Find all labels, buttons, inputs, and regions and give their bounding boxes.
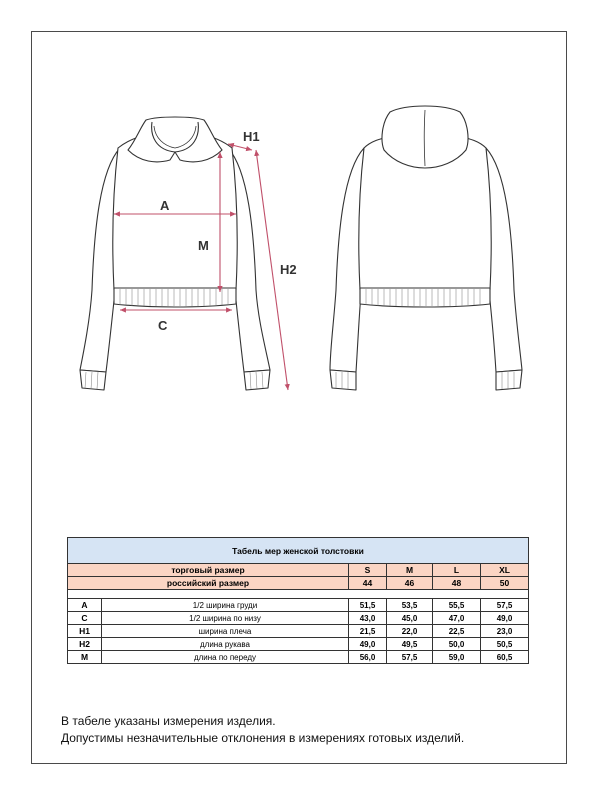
measure-value: 45,0 bbox=[387, 612, 433, 625]
ru-size-header-label: российский размер bbox=[68, 577, 349, 590]
measure-name: 1/2 ширина груди bbox=[102, 599, 349, 612]
front-view-sketch bbox=[80, 117, 270, 390]
table-row bbox=[68, 651, 529, 664]
measure-value: 22,5 bbox=[433, 625, 481, 638]
table-title: Табель мер женской толстовки bbox=[68, 538, 529, 564]
measure-code: H1 bbox=[68, 625, 102, 638]
spacer-row bbox=[68, 590, 529, 599]
measure-value: 55,5 bbox=[433, 599, 481, 612]
measure-value: 49,0 bbox=[481, 612, 529, 625]
table-row bbox=[68, 599, 529, 612]
measure-value: 49,0 bbox=[349, 638, 387, 651]
measure-value: 22,0 bbox=[387, 625, 433, 638]
table-row bbox=[68, 638, 529, 651]
measure-name: длина по переду bbox=[102, 651, 349, 664]
ru-size-cell: 50 bbox=[481, 577, 529, 590]
measure-value: 43,0 bbox=[349, 612, 387, 625]
measure-value: 51,5 bbox=[349, 599, 387, 612]
measure-name: 1/2 ширина по низу bbox=[102, 612, 349, 625]
measure-name: ширина плеча bbox=[102, 625, 349, 638]
note-line-2: Допустимы незначительные отклонения в измерениях готовых изделий. bbox=[61, 731, 465, 745]
table-row bbox=[68, 612, 529, 625]
ru-size-cell: 48 bbox=[433, 577, 481, 590]
measure-value: 57,5 bbox=[481, 599, 529, 612]
table-row bbox=[68, 625, 529, 638]
note-line-1: В табеле указаны измерения изделия. bbox=[61, 714, 276, 728]
measure-value: 49,5 bbox=[387, 638, 433, 651]
measure-code: M bbox=[68, 651, 102, 664]
label-a: A bbox=[160, 198, 170, 213]
table-title-row bbox=[68, 538, 529, 564]
ru-size-cell: 44 bbox=[349, 577, 387, 590]
size-header-cell: L bbox=[433, 564, 481, 577]
size-header-cell: XL bbox=[481, 564, 529, 577]
label-h2: H2 bbox=[280, 262, 297, 277]
label-m: M bbox=[198, 238, 209, 253]
measure-value: 50,0 bbox=[433, 638, 481, 651]
ru-size-cell: 46 bbox=[387, 577, 433, 590]
size-header-cell: M bbox=[387, 564, 433, 577]
measure-value: 50,5 bbox=[481, 638, 529, 651]
measure-value: 56,0 bbox=[349, 651, 387, 664]
footnotes bbox=[61, 713, 464, 747]
back-view-sketch bbox=[330, 106, 522, 390]
size-header-label: торговый размер bbox=[68, 564, 349, 577]
measure-value: 59,0 bbox=[433, 651, 481, 664]
measure-code: H2 bbox=[68, 638, 102, 651]
measure-name: длина рукава bbox=[102, 638, 349, 651]
ru-size-header-row bbox=[68, 577, 529, 590]
label-c: C bbox=[158, 318, 168, 333]
measure-value: 23,0 bbox=[481, 625, 529, 638]
measure-code: C bbox=[68, 612, 102, 625]
measure-value: 21,5 bbox=[349, 625, 387, 638]
size-table bbox=[67, 537, 529, 664]
measure-value: 47,0 bbox=[433, 612, 481, 625]
measure-value: 53,5 bbox=[387, 599, 433, 612]
size-header-row bbox=[68, 564, 529, 577]
size-header-cell: S bbox=[349, 564, 387, 577]
measure-code: A bbox=[68, 599, 102, 612]
measure-value: 60,5 bbox=[481, 651, 529, 664]
label-h1: H1 bbox=[243, 129, 260, 144]
measure-value: 57,5 bbox=[387, 651, 433, 664]
